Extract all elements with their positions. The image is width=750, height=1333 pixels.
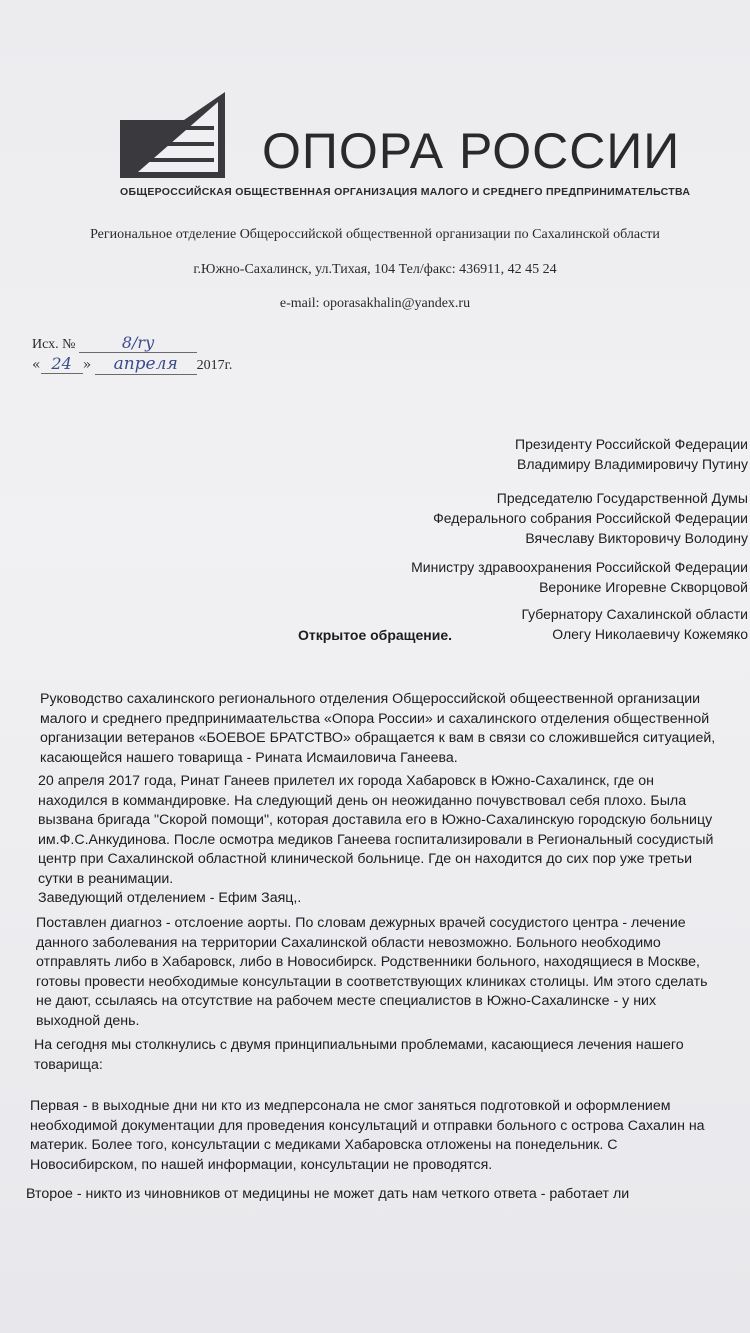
paragraph-first-problem [30,1097,705,1175]
paragraph-line: малого и среднего предпринимаательства «Опора России» и сахалинского отделения общественной [40,710,710,727]
paragraph-line: Заведующий отделением - Ефим Заяц,. [38,890,302,906]
paragraph-line: им.Ф.С.Анкудинова. После осмотра медиков Ганеева госпитализировали в Региональный сосудистый [38,831,714,848]
paragraph-line: сутки в реанимации. [38,870,174,887]
paragraph-line: На сегодня мы столкнулись с двумя принципиальными проблемами, касающиеся лечения нашего [34,1037,684,1053]
addressee-line: Председателю Государственной Думы [496,490,748,506]
addressee-line: Федерального собрания Российской Федерации [433,510,748,526]
addressee-duma [433,488,748,548]
logo-name: ОПОРА РОССИИ [262,123,681,179]
paragraph-line: центр при Сахалинской областной клинической больнице. Где он находится до сих пор уже третьи [38,851,693,867]
paragraph-line: находился в коммандировке. На следующий день он неожиданно почувствовал себя плохо. Была [38,792,687,809]
date-year: 2017г. [196,358,233,373]
date-month-handwritten: апреля [95,354,197,375]
paragraph-line: Руководство сахалинского регионального отделения Общероссийской общеественной организации [40,691,701,707]
paragraph-diagnosis [36,914,707,1031]
paragraph-line: не дают, ссылаясь на отсутствие на рабочем месте специалистов в Южно-Сахалинске - у них [36,993,657,1009]
paragraph-line: выходной день. [36,1012,140,1029]
paragraph-line: 20 апреля 2017 года, Ринат Ганеев прилетел их города Хабаровск в Южно-Сахалинск, где он [38,773,654,789]
paragraph-line: организации ветеранов «БОЕВОЕ БРАТСТВО» обращается к вам в связи со сложившейся ситуацией, [40,730,716,746]
addressee-line: Олегу Николаевичу Кожемяко [552,626,748,642]
paragraph-second-problem [26,1185,629,1205]
paragraph-line: Новосибирском, по нашей информации, консультации не проводятся. [30,1156,493,1173]
outgoing-number-line [32,333,197,353]
date-close-quote: » [82,357,92,373]
addressee-line: Веронике Игоревне Скворцовой [539,579,748,595]
outgoing-date-line [32,354,232,375]
addressee-line: Президенту Российской Федерации [515,436,748,452]
letter-title: Открытое обращение. [297,627,453,643]
paragraph-line: данного заболевания на территории Сахалинской области невозможно. Больного необходимо [36,934,661,951]
paragraph-line: Второе - никто из чиновников от медицины не может дать нам четкого ответа - работает ли [26,1186,630,1202]
paragraph-line: товарища: [34,1056,103,1073]
email-line: e-mail: oporasakhalin@yandex.ru [279,296,471,311]
date-open-quote: « [32,357,41,373]
date-day-handwritten: 24 [41,354,83,374]
paragraph-line: касающейся нашего товарища - Рината Исмаиловича Ганеева. [40,749,458,766]
logo-emblem-icon [120,92,260,182]
paragraph-line: вызвана бригада "Скорой помощи", которая доставила его в Южно-Сахалинскую городскую больницу [38,812,713,828]
addressee-health-minister [411,557,748,597]
logo-subtitle: ОБЩЕРОССИЙСКАЯ ОБЩЕСТВЕННАЯ ОРГАНИЗАЦИЯ МАЛОГО И СРЕДНЕГО ПРЕДПРИНИМАТЕЛЬСТВА [120,186,691,198]
paragraph-line: необходимой документации для проведения консультаций и отправки больного с острова Сахалин на [30,1117,705,1134]
outgoing-number-label: Исх. № [32,337,76,352]
paragraph-line: Поставлен диагноз - отслоение аорты. По словам дежурных врачей сосудистого центра - лечение [36,915,686,931]
paragraph-problems-intro [34,1036,684,1075]
address-line: г.Южно-Сахалинск, ул.Тихая, 104 Тел/факс: 436911, 42 45 24 [193,262,557,277]
opora-rossii-logo [120,92,700,212]
paragraph-intro [40,690,715,768]
paragraph-line: материк. Более того, консультации с медиками Хабаровска отложены на понедельник. С [30,1137,618,1153]
org-line: Региональное отделение Общероссийской общественной организации по Сахалинской области [90,227,660,242]
addressee-line: Министру здравоохранения Российской Федерации [411,559,748,575]
addressee-line: Вячеславу Викторовичу Володину [525,530,748,546]
addressee-line: Губернатору Сахалинской области [521,606,748,622]
paragraph-line: отправлять либо в Хабаровск, либо в Новосибирск. Родственники больного, находящиеся в Москве, [36,954,700,970]
addressee-line: Владимиру Владимировичу Путину [516,456,748,472]
paragraph-line: готовы провести необходимые консультации в соответствующих клиниках столицы. Им этого сделать [36,973,708,990]
paragraph-line: Первая - в выходные дни ни кто из медперсонала не смог заняться подготовкой и оформлением [30,1098,671,1114]
paragraph-events [38,772,713,909]
addressee-president [515,434,748,474]
outgoing-number-handwritten: 8/ry [79,333,197,353]
